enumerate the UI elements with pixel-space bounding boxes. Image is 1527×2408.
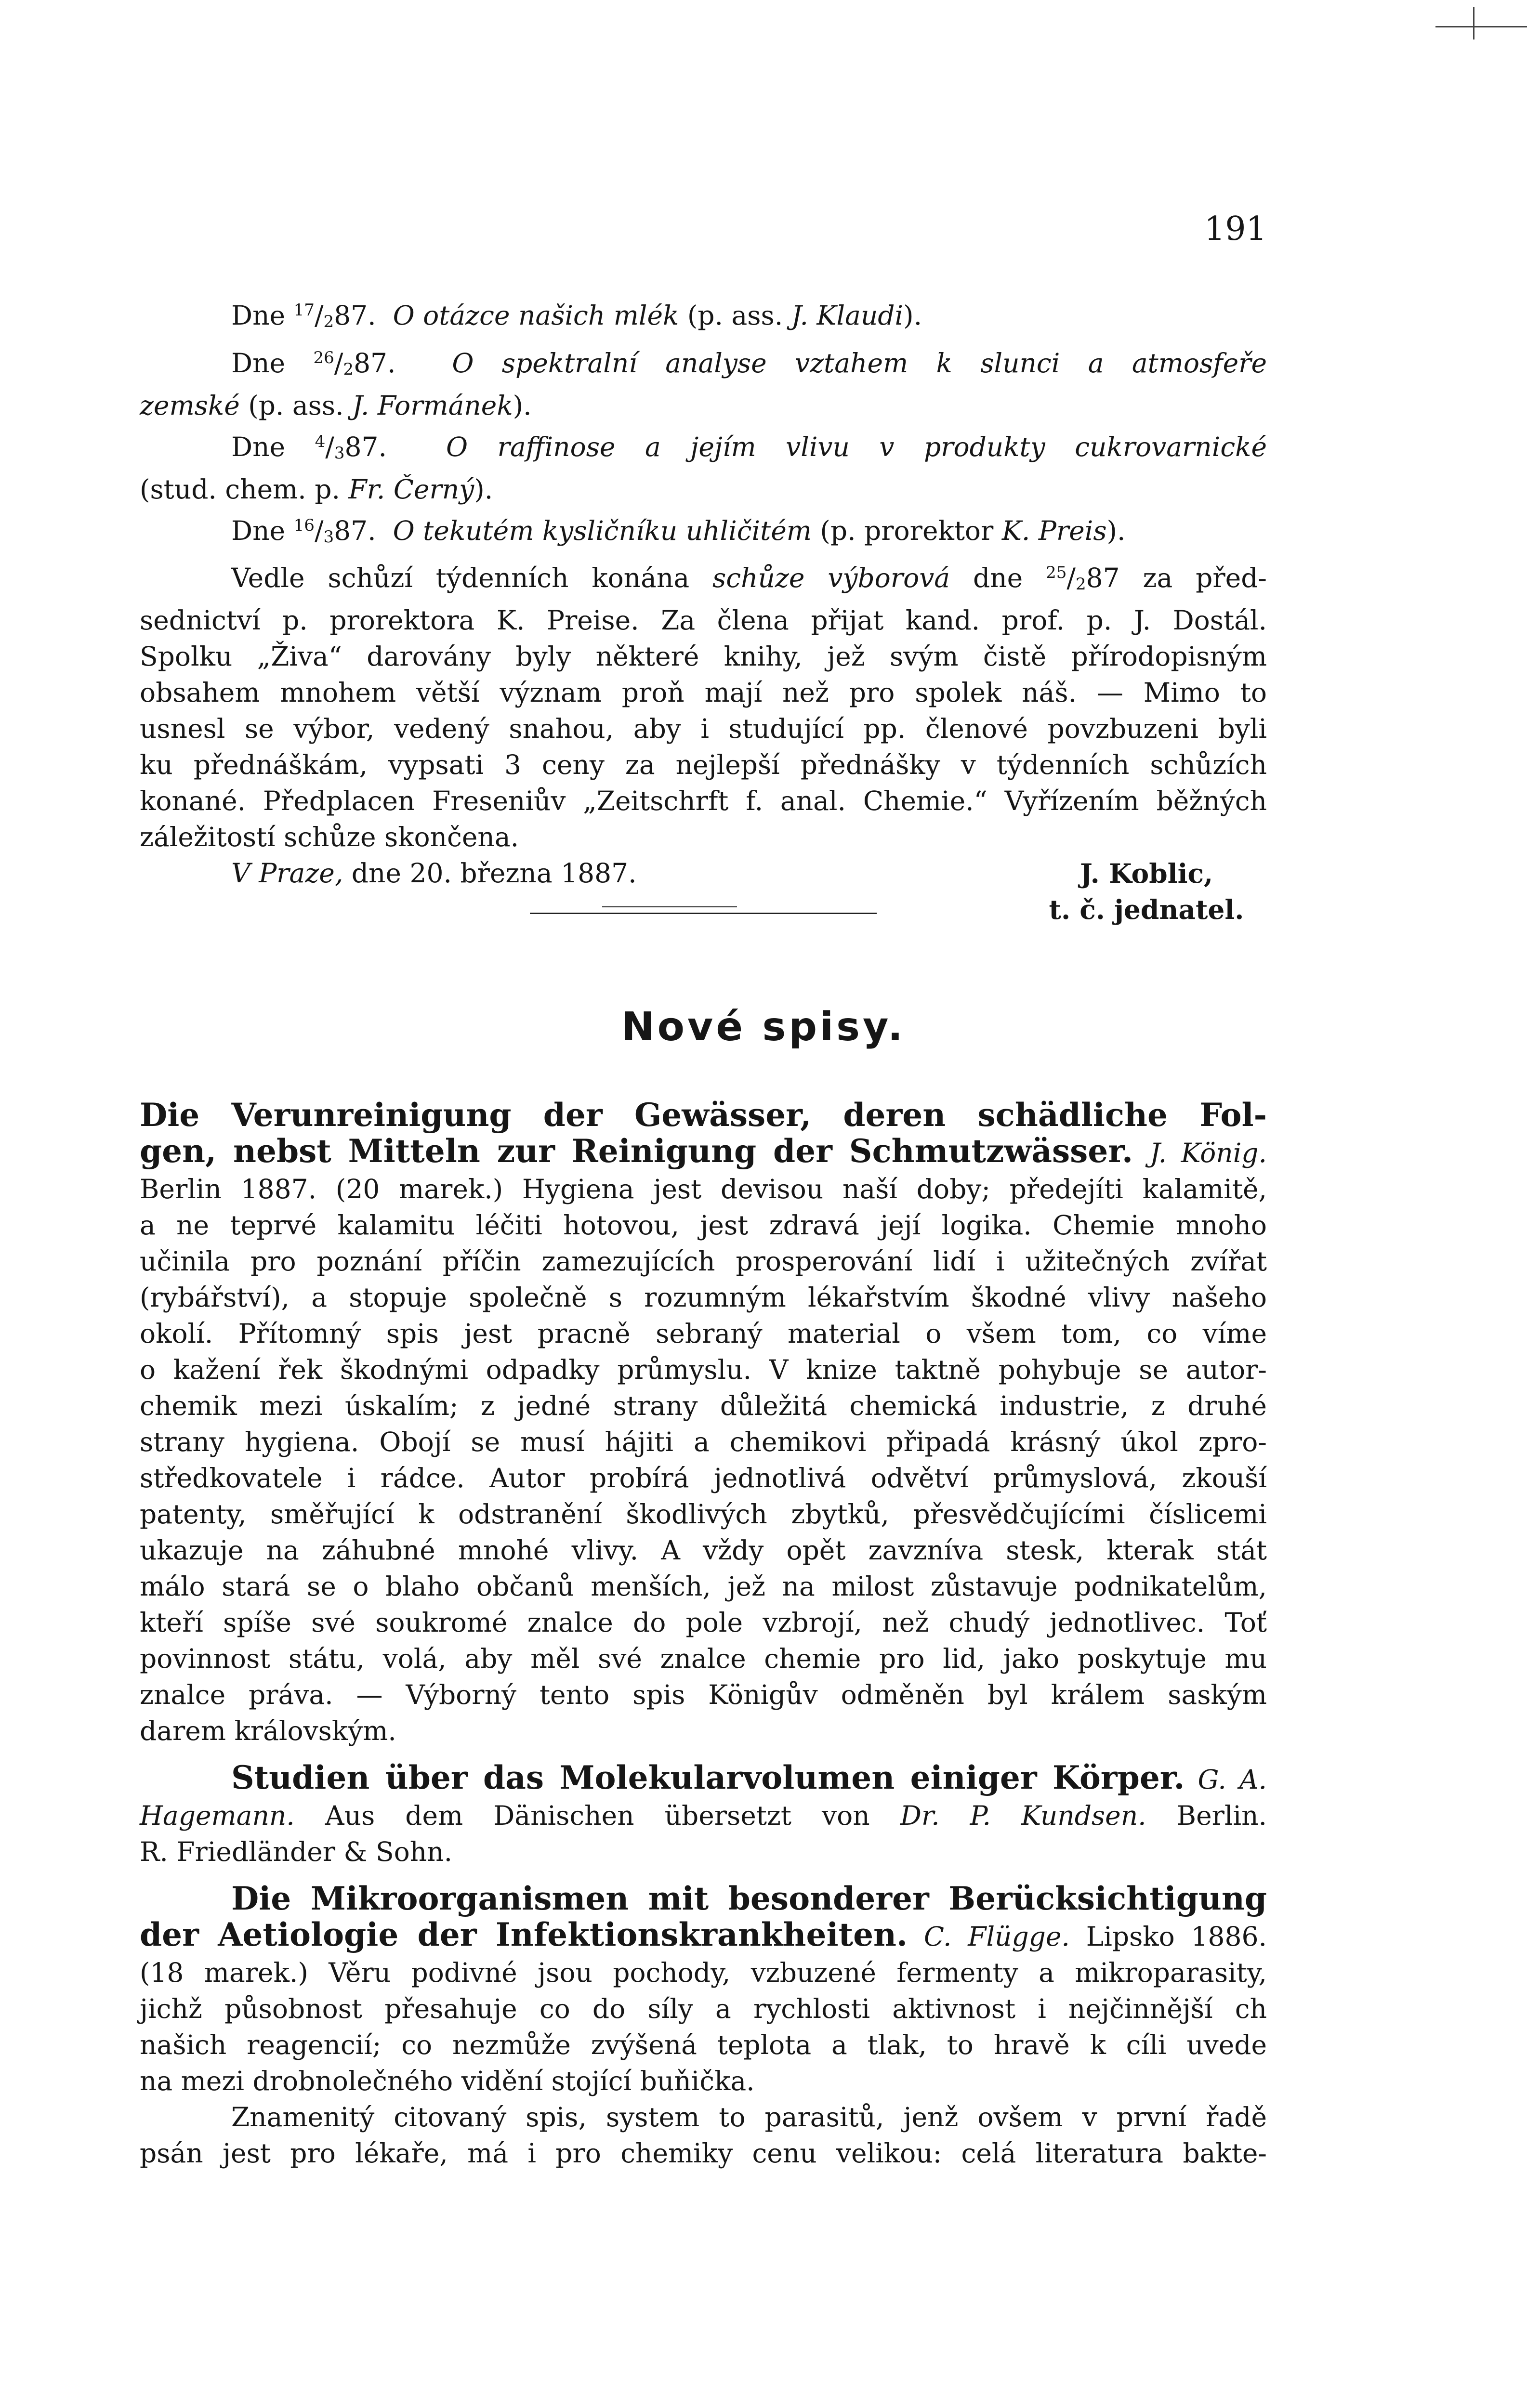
book-1-line: strany hygiena. Obojí se musí hájiti a chemikovi připadá krásný úkol zpro- <box>140 1426 1267 1457</box>
book-3-title-cont: der Aetiologie der Infektionskrankheiten. C. Flügge. Lipsko 1886. <box>140 1916 1267 1953</box>
lecture-2-cont: zemské (p. ass. J. Formánek). <box>140 390 532 421</box>
crop-mark-vertical <box>1473 7 1474 39</box>
lecture-3-cont: (stud. chem. p. Fr. Černý). <box>140 473 493 505</box>
book-1-title: Die Verunreinigung der Gewässer, deren schädliche Fol- <box>140 1096 1267 1134</box>
book-1-line: kteří spíše své soukromé znalce do pole vzbrojí, než chudý jednotlivec. Toť <box>140 1607 1267 1638</box>
signature <box>140 855 1267 926</box>
book-1-line: znalce práva. — Výborný tento spis Königův odměněn byl králem saským <box>140 1679 1267 1710</box>
committee-line-1: Vedle schůzí týdenních konána schůze výborová dne $^{25}$/287 za před- <box>231 563 1267 594</box>
committee-line: ku přednáškám, vypsati 3 ceny za nejlepší přednášky v týdenních schůzích <box>140 749 1267 781</box>
book-2-title: Studien über das Molekularvolumen einiger Körper. G. A. <box>231 1759 1267 1796</box>
separator-rule <box>530 913 877 914</box>
corner-crop-mark <box>1435 7 1527 40</box>
book-1-line: patenty, směřující k odstranění škodlivých zbytků, přesvědčujícími číslicemi <box>140 1499 1267 1530</box>
book-1-line: málo stará se o blaho občanů menších, jež na milost zůstavuje podnikatelům, <box>140 1571 1267 1602</box>
book-1-line: okolí. Přítomný spis jest pracně sebraný material o všem tom, co víme <box>140 1318 1267 1349</box>
society-report <box>140 292 1267 926</box>
lecture-2: Dne $^{26}$/287. O spektralní analyse vztahem k slunci a atmosfeře <box>231 347 1267 379</box>
book-1-line: chemik mezi úskalím; z jedné strany důležitá chemická industrie, z druhé <box>140 1390 1267 1421</box>
signature-place-date: V Praze, dne 20. března 1887. <box>231 858 637 889</box>
book-3-line: našich reagencií; co nezmůže zvýšená teplota a tlak, to hravě k cíli uvede <box>140 2029 1267 2060</box>
book-1-title-cont: gen, nebst Mitteln zur Reinigung der Schmutzwässer. J. König. <box>140 1132 1267 1170</box>
book-3-line: (18 marek.) Věru podivné jsou pochody, vzbuzené fermenty a mikroparasity, <box>140 1957 1267 1988</box>
book-1-line: ukazuje na záhubné mnohé vlivy. A vždy opět zavzníva stesk, kterak stát <box>140 1535 1267 1566</box>
signature-role: t. č. jednatel. <box>1049 894 1244 926</box>
lecture-1: Dne $^{17}$/287. O otázce našich mlék (p. ass. J. Klaudi). <box>231 300 922 331</box>
committee-line: obsahem mnohem větší význam proň mají než pro spolek náš. — Mimo to <box>140 677 1267 708</box>
page-number: 191 <box>1204 210 1267 248</box>
book-3-line-last: na mezi drobnolečného vidění stojící buňička. <box>140 2066 755 2096</box>
book-3-line: jichž působnost přesahuje co do síly a rychlosti aktivnost i nejčinnější ch <box>140 1993 1267 2024</box>
lecture-3: Dne $^4$/387. O raffinose a jejím vlivu v produkty cukrovarnické <box>231 431 1267 463</box>
committee-line: usnesl se výbor, vedený snahou, aby i studující pp. členové povzbuzeni byli <box>140 713 1267 745</box>
book-3-title: Die Mikroorganismen mit besonderer Berücksichtigung <box>231 1880 1267 1917</box>
committee-line: sednictví p. prorektora K. Preise. Za člena přijat kand. prof. p. J. Dostál. <box>140 605 1267 636</box>
book-1-line: středkovatele i rádce. Autor probírá jednotlivá odvětví průmyslová, zkouší <box>140 1463 1267 1493</box>
book-1-line: Berlin 1887. (20 marek.) Hygiena jest devisou naší doby; předejíti kalamitě, <box>140 1174 1267 1204</box>
book-1-line: povinnost státu, volá, aby měl své znalce chemie pro lid, jako poskytuje mu <box>140 1643 1267 1674</box>
committee-line: konané. Předplacen Freseniův „Zeitschrft f. anal. Chemie.“ Vyřízením běžných <box>140 785 1267 817</box>
lecture-4: Dne $^{16}$/387. O tekutém kysličníku uhličitém (p. prorektor K. Preis). <box>231 515 1126 547</box>
committee-line: Spolku „Živa“ darovány byly některé knihy, jež svým čistě přírodopisným <box>140 641 1267 672</box>
book-2-line-last: R. Friedländer & Sohn. <box>140 1836 453 1867</box>
crop-mark-horizontal <box>1435 26 1527 27</box>
book-1-line: učinila pro poznání příčin zamezujících prosperování lidí i užitečných zvířat <box>140 1246 1267 1277</box>
book-3-p2-line: Znamenitý citovaný spis, system to parasitů, jenž ovšem v první řadě <box>231 2102 1267 2133</box>
book-reviews <box>140 1097 1267 2172</box>
committee-line-last: záležitostí schůze skončena. <box>140 822 519 853</box>
book-1-line: o kažení řek škodnými odpadky průmyslu. V knize taktně pohybuje se autor- <box>140 1354 1267 1385</box>
signature-name: J. Koblic, <box>1079 858 1213 890</box>
section-title: Nové spisy. <box>621 1004 906 1050</box>
book-1-line: a ne teprvé kalamitu léčiti hotovou, jest zdravá její logika. Chemie mnoho <box>140 1210 1267 1241</box>
book-1-line: (rybářství), a stopuje společně s rozumným lékařstvím škodné vlivy našeho <box>140 1282 1267 1313</box>
separator-rule-short <box>602 906 737 907</box>
book-2-line: Hagemann. Aus dem Dänischen übersetzt von Dr. P. Kundsen. Berlin. <box>140 1800 1267 1831</box>
book-1-line-last: darem královským. <box>140 1715 396 1746</box>
book-3-p2-line: psán jest pro lékaře, má i pro chemiky cenu velikou: celá literatura bakte- <box>140 2138 1267 2169</box>
